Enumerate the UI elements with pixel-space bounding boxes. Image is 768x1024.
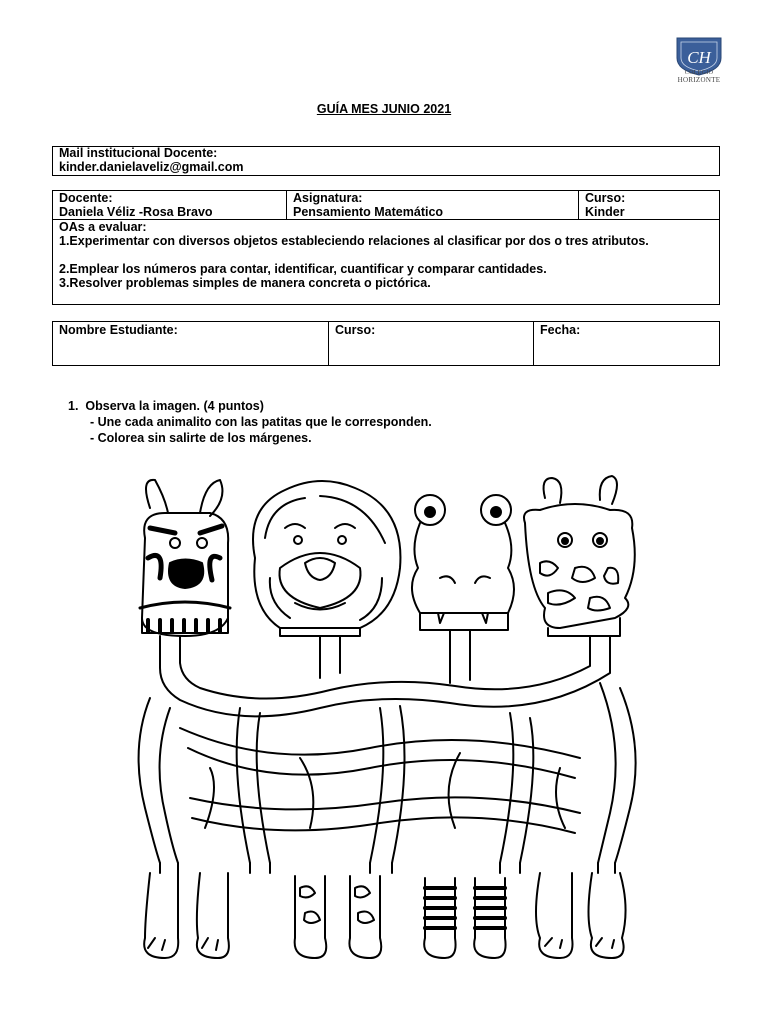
docente-value: Daniela Véliz -Rosa Bravo	[59, 205, 213, 219]
school-name-line1: COLEGIO	[684, 70, 714, 76]
giraffe-legs	[295, 876, 382, 958]
student-curso-label: Curso:	[335, 323, 376, 337]
docente-label: Docente:	[59, 191, 113, 205]
activity-line-2: - Colorea sin salirte de los márgenes.	[90, 431, 312, 445]
logo-monogram: CH	[687, 48, 711, 67]
zebra-legs	[424, 878, 505, 958]
activity-instructions	[68, 398, 668, 446]
student-table	[52, 321, 720, 366]
page-title: GUÍA MES JUNIO 2021	[316, 102, 452, 116]
curso-value: Kinder	[585, 205, 625, 219]
maze-illustration	[120, 468, 660, 978]
oa-item-1: 1.Experimentar con diversos objetos estableciendo relaciones al clasificar por dos o tres atributos.	[59, 234, 649, 248]
mail-box	[52, 146, 720, 176]
activity-line-1: - Une cada animalito con las patitas que le corresponden.	[90, 415, 432, 429]
info-table	[52, 190, 720, 305]
asignatura-value: Pensamiento Matemático	[293, 205, 444, 219]
school-name-line2: HORIZONTE	[677, 76, 721, 84]
mail-value: kinder.danielaveliz@gmail.com	[59, 160, 244, 174]
oas-label: OAs a evaluar:	[59, 220, 147, 234]
maze-paths	[139, 630, 636, 873]
asignatura-label: Asignatura:	[293, 191, 363, 205]
activity-heading: Observa la imagen. (4 puntos)	[85, 399, 264, 413]
activity-number: 1.	[68, 399, 79, 413]
school-name	[664, 70, 734, 84]
zebra-head	[140, 480, 230, 636]
nombre-label: Nombre Estudiante:	[59, 323, 178, 337]
lion-legs	[144, 873, 229, 958]
hippo-legs	[536, 873, 626, 958]
oa-item-3: 3.Resolver problemas simples de manera concreta o pictórica.	[59, 276, 431, 290]
lion-head	[253, 481, 400, 636]
oa-item-2: 2.Emplear los números para contar, identificar, cuantificar y comparar cantidades.	[59, 262, 547, 276]
fecha-label: Fecha:	[540, 323, 581, 337]
hippo-head	[412, 495, 514, 630]
curso-label: Curso:	[585, 191, 626, 205]
mail-label: Mail institucional Docente:	[59, 146, 218, 160]
giraffe-head	[524, 476, 635, 636]
